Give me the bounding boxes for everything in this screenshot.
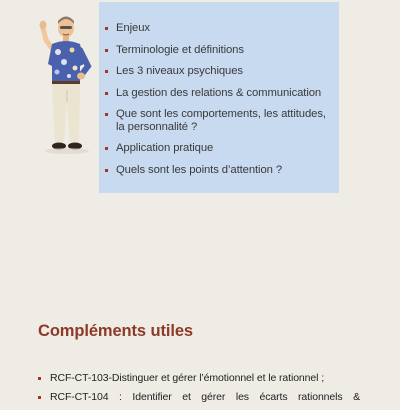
presenter-man-icon: [34, 10, 100, 160]
bullet-icon: [38, 377, 41, 380]
presenter-illustration: [34, 10, 100, 160]
bullet-icon: [105, 169, 108, 172]
agenda-item-comportements: Que sont les comportements, les attitudes, la personnalité ?: [105, 108, 333, 134]
agenda-item-terminologie: Terminologie et définitions: [105, 44, 333, 57]
bullet-icon: [105, 147, 108, 150]
bullet-icon: [105, 27, 108, 30]
bullet-icon: [105, 70, 108, 73]
agenda-list: [105, 22, 333, 177]
bullet-icon: [105, 113, 108, 116]
agenda-item-enjeux: Enjeux: [105, 22, 333, 35]
complement-item-103: RCF-CT-103-Distinguer et gérer l’émotionnel et le rationnel ;: [38, 372, 360, 385]
agenda-item-attention: Quels sont les points d’attention ?: [105, 164, 333, 177]
bullet-icon: [38, 396, 41, 399]
agenda-item-relations: La gestion des relations & communication: [105, 87, 333, 100]
complement-item-104: RCF-CT-104 : Identifier et gérer les écarts rationnels &: [38, 391, 360, 404]
agenda-item-niveaux: Les 3 niveaux psychiques: [105, 65, 333, 78]
bullet-icon: [105, 92, 108, 95]
agenda-panel: [99, 2, 339, 193]
agenda-item-application: Application pratique: [105, 142, 333, 155]
complements-title: Compléments utiles: [38, 322, 193, 340]
complements-list: [38, 372, 360, 410]
bullet-icon: [105, 49, 108, 52]
